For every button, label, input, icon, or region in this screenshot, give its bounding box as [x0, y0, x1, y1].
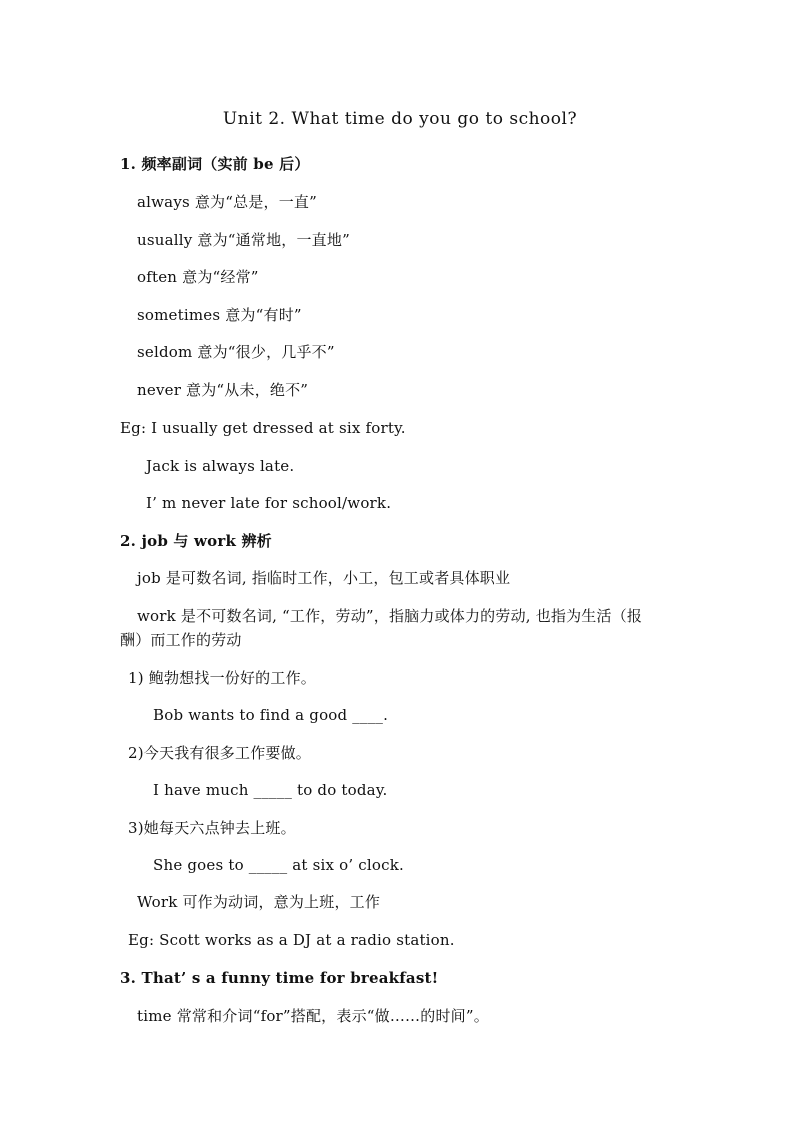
adverb-sometimes: sometimes 意为“有时”	[137, 306, 302, 324]
adverb-usually: usually 意为“通常地，一直地”	[137, 231, 350, 249]
job-definition: job 是可数名词, 指临时工作，小工，包工或者具体职业	[137, 569, 511, 587]
exercise-2-english: I have much _____ to do today.	[153, 781, 388, 799]
section-3-heading: 3. That’ s a funny time for breakfast!	[120, 969, 439, 987]
exercise-1-english: Bob wants to find a good ____.	[153, 706, 389, 724]
work-verb-example: Eg: Scott works as a DJ at a radio station.	[128, 931, 455, 949]
exercise-1-chinese: 1) 鲍勃想找一份好的工作。	[128, 669, 316, 687]
exercise-2-chinese: 2)今天我有很多工作要做。	[128, 744, 311, 762]
work-definition-cont: 酬）而工作的劳动	[120, 631, 242, 649]
exercise-3-english: She goes to _____ at six o’ clock.	[153, 856, 404, 874]
adverb-always: always 意为“总是，一直”	[137, 193, 318, 211]
work-verb-note: Work 可作为动词，意为上班，工作	[137, 893, 381, 911]
adverb-seldom: seldom 意为“很少，几乎不”	[137, 343, 335, 361]
work-definition: work 是不可数名词, “工作，劳动”，指脑力或体力的劳动, 也指为生活（报	[137, 607, 643, 625]
example-sentence: I’ m never late for school/work.	[146, 494, 392, 512]
example-sentence: Jack is always late.	[146, 457, 295, 475]
page-title: Unit 2. What time do you go to school?	[222, 109, 578, 129]
adverb-never: never 意为“从未，绝不”	[137, 381, 309, 399]
exercise-3-chinese: 3)她每天六点钟去上班。	[128, 819, 296, 837]
section-2-heading: 2. job 与 work 辨析	[120, 532, 272, 550]
time-for-note: time 常常和介词“for”搭配，表示“做……的时间”。	[137, 1007, 489, 1025]
adverb-often: often 意为“经常”	[137, 268, 259, 286]
section-1-heading: 1. 频率副词（实前 be 后）	[120, 155, 310, 173]
example-sentence: Eg: I usually get dressed at six forty.	[120, 419, 406, 437]
